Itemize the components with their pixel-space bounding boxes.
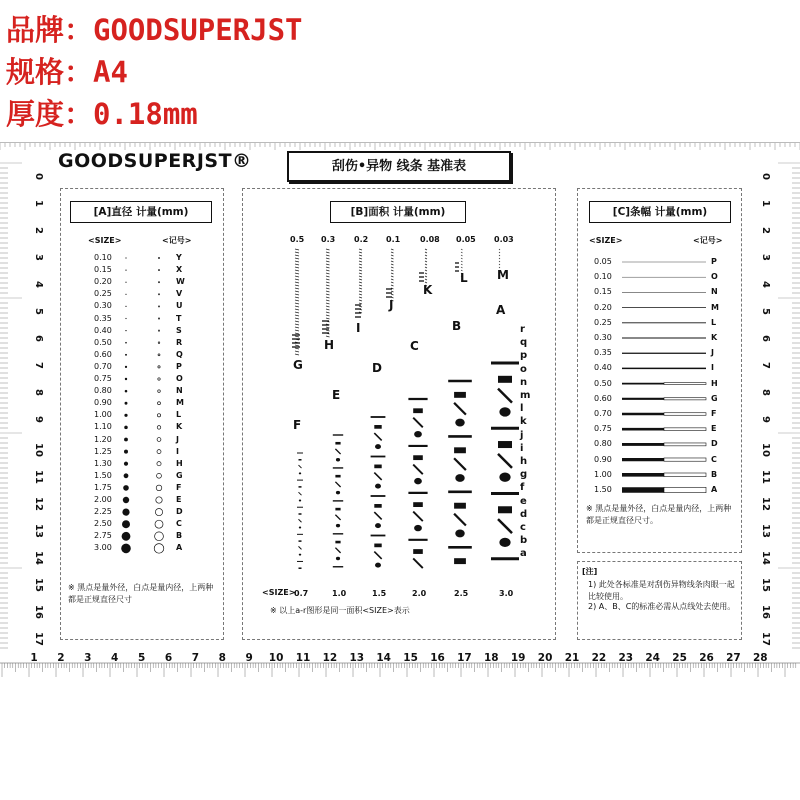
section-c-size: 0.40 bbox=[594, 363, 612, 373]
section-a-size: 0.90 bbox=[94, 398, 112, 408]
right-ruler-number: 7 bbox=[760, 362, 771, 369]
section-b-right-letter: c bbox=[520, 522, 526, 533]
section-a-code: L bbox=[176, 410, 182, 420]
right-ruler-number: 0 bbox=[760, 173, 771, 180]
bottom-ruler-number: 25 bbox=[672, 652, 687, 664]
section-b-group-letter: I bbox=[356, 321, 361, 335]
section-a-size: 1.75 bbox=[94, 482, 112, 492]
section-c-size: 0.90 bbox=[594, 454, 612, 464]
section-a-box bbox=[60, 188, 224, 640]
section-b-group-letter: G bbox=[293, 358, 303, 372]
section-b-top-size: 0.05 bbox=[456, 235, 476, 244]
right-ruler-number: 8 bbox=[760, 389, 771, 396]
section-a-size: 0.25 bbox=[94, 289, 112, 299]
section-a-code: C bbox=[176, 519, 182, 529]
bottom-ruler-number: 26 bbox=[699, 652, 714, 664]
section-b-bottom-size: 1.5 bbox=[372, 589, 387, 598]
section-a-size: 0.10 bbox=[94, 253, 112, 262]
section-c-note: ※ 黑点是量外径，白点是量内径，上两种都是正规直径尺寸。 bbox=[586, 504, 732, 525]
bottom-ruler-number: 18 bbox=[483, 652, 499, 664]
section-a-code: K bbox=[176, 422, 183, 432]
section-a-size: 1.10 bbox=[94, 422, 112, 432]
section-b-right-letter: b bbox=[520, 535, 528, 547]
section-a-size: 1.50 bbox=[94, 470, 112, 480]
section-c-code: M bbox=[711, 302, 719, 312]
size-spec: 规格：A4 bbox=[6, 55, 128, 89]
bottom-ruler-number: 8 bbox=[218, 652, 226, 664]
section-b-bottom-size: 3.0 bbox=[499, 589, 514, 598]
section-b-top-size: 0.5 bbox=[290, 235, 305, 244]
section-b-group-letter: A bbox=[496, 303, 506, 317]
section-a-size: 2.50 bbox=[94, 519, 112, 529]
section-a-size: 0.30 bbox=[94, 301, 112, 311]
section-a-code: T bbox=[176, 313, 182, 323]
section-c-size: 0.15 bbox=[594, 287, 612, 297]
left-ruler-number: 14 bbox=[33, 551, 44, 565]
bottom-ruler-number: 9 bbox=[245, 652, 253, 664]
section-c-size: 0.75 bbox=[594, 424, 612, 434]
brand-spec: 品牌：GOODSUPERJST bbox=[6, 13, 303, 47]
section-c-size: 0.10 bbox=[594, 272, 612, 282]
section-a-code: P bbox=[176, 361, 182, 371]
card-brand: GOODSUPERJST® bbox=[58, 150, 252, 172]
section-a-size: 0.40 bbox=[94, 325, 112, 335]
section-b-group-letter: L bbox=[460, 271, 468, 285]
left-ruler-number: 4 bbox=[33, 281, 44, 288]
section-b-right-letter: l bbox=[520, 403, 524, 415]
section-c-code: H bbox=[711, 378, 718, 388]
section-b-top-size: 0.08 bbox=[420, 235, 440, 244]
right-ruler-number: 12 bbox=[760, 497, 771, 511]
bottom-ruler-number: 22 bbox=[591, 652, 607, 664]
section-b-right-letter: q bbox=[520, 337, 528, 349]
section-b-top-size: 0.3 bbox=[321, 235, 336, 244]
section-a-size: 1.20 bbox=[94, 434, 112, 444]
section-a-code: U bbox=[176, 301, 183, 311]
right-ruler-number: 17 bbox=[760, 632, 771, 646]
section-a-code: W bbox=[176, 277, 185, 287]
section-a-code: M bbox=[176, 398, 184, 408]
section-a-code: J bbox=[176, 434, 179, 444]
section-b-size-label: <SIZE> bbox=[262, 588, 296, 597]
section-c-size: 0.80 bbox=[594, 439, 612, 449]
right-ruler-number: 4 bbox=[760, 281, 771, 288]
section-b-right-letter: a bbox=[520, 548, 527, 560]
section-a-size: 2.00 bbox=[94, 495, 112, 504]
section-b-right-letter: i bbox=[520, 442, 524, 454]
section-c-code: K bbox=[711, 333, 718, 342]
section-c-code-header: <记号> bbox=[693, 236, 723, 245]
section-b-right-letter: o bbox=[520, 363, 527, 375]
left-ruler-number: 6 bbox=[33, 335, 44, 342]
section-b-group-letter: B bbox=[452, 319, 462, 333]
section-a-code: V bbox=[176, 289, 183, 299]
section-c-size: 0.35 bbox=[594, 348, 612, 358]
section-b-note: ※ 以上a-r图形是同一面积<SIZE>表示 bbox=[270, 606, 410, 615]
section-c-code: O bbox=[711, 272, 718, 282]
section-a-code-header: <记号> bbox=[162, 236, 192, 245]
section-b-right-letter: k bbox=[520, 416, 527, 428]
bottom-ruler-number: 21 bbox=[564, 652, 580, 664]
card-title: 刮伤•异物 线条 基准表 bbox=[287, 151, 511, 182]
bottom-ruler-number: 2 bbox=[57, 652, 65, 664]
section-b-right-letter: n bbox=[520, 376, 528, 388]
left-ruler-number: 2 bbox=[33, 227, 44, 234]
section-a-code: F bbox=[176, 482, 182, 492]
right-ruler-number: 5 bbox=[760, 308, 771, 315]
section-a-size: 0.70 bbox=[94, 361, 112, 371]
bottom-ruler-number: 17 bbox=[457, 652, 472, 664]
section-b-right-letter: e bbox=[520, 495, 527, 507]
right-ruler-number: 11 bbox=[760, 470, 771, 484]
section-a-code: H bbox=[176, 458, 183, 468]
section-a-size: 1.30 bbox=[94, 458, 112, 468]
bottom-ruler-number: 24 bbox=[645, 652, 661, 664]
section-a-size: 2.75 bbox=[94, 531, 112, 541]
section-a-size: 2.25 bbox=[94, 507, 112, 517]
section-b-bottom-size: 2.5 bbox=[454, 589, 469, 598]
section-b-group-letter: J bbox=[389, 298, 394, 312]
right-ruler-number: 2 bbox=[760, 227, 771, 234]
section-c-size: 0.70 bbox=[594, 409, 612, 418]
section-c-code: D bbox=[711, 439, 718, 449]
section-c-code: N bbox=[711, 287, 718, 297]
section-c-code: C bbox=[711, 454, 717, 464]
section-a-code: N bbox=[176, 386, 183, 396]
section-b-group-letter: H bbox=[324, 338, 335, 352]
bottom-ruler-number: 14 bbox=[376, 652, 392, 664]
left-ruler-number: 10 bbox=[33, 443, 44, 457]
left-ruler-number: 1 bbox=[33, 200, 44, 207]
section-b-group-letter: M bbox=[497, 268, 509, 282]
section-c-size: 0.25 bbox=[594, 317, 612, 327]
bottom-ruler-number: 16 bbox=[430, 652, 445, 664]
bottom-ruler-number: 20 bbox=[537, 652, 553, 664]
section-c-size: 0.60 bbox=[594, 393, 612, 403]
section-c-code: G bbox=[711, 393, 718, 403]
left-ruler-number: 16 bbox=[33, 605, 44, 619]
remarks-line-2: 2) A、B、C的标准必需从点线处去使用。 bbox=[588, 602, 736, 611]
bottom-ruler-number: 19 bbox=[510, 652, 526, 664]
bottom-ruler-number: 1 bbox=[30, 652, 38, 664]
remarks-line-1: 1) 此处各标准是对刮伤异物线条肉眼一起比较使用。 bbox=[588, 580, 735, 601]
section-a-code: D bbox=[176, 507, 183, 517]
left-ruler-number: 17 bbox=[33, 632, 44, 646]
left-ruler-number: 7 bbox=[33, 362, 44, 369]
section-a-size: 0.75 bbox=[94, 374, 112, 383]
gauge-card bbox=[0, 142, 800, 693]
section-b-right-letter: p bbox=[520, 350, 528, 362]
section-b-bottom-size: 0.7 bbox=[294, 589, 309, 598]
section-c-code: I bbox=[711, 363, 714, 373]
section-b-bottom-size: 2.0 bbox=[412, 589, 427, 598]
section-b-right-letter: g bbox=[520, 469, 528, 481]
section-b-top-size: 0.03 bbox=[494, 235, 514, 244]
section-a-code: E bbox=[176, 495, 182, 504]
section-c-size: 0.30 bbox=[594, 333, 612, 342]
section-b-right-letter: m bbox=[520, 390, 531, 401]
section-c-code: F bbox=[711, 409, 717, 418]
bottom-ruler-number: 12 bbox=[322, 652, 338, 664]
section-b-top-size: 0.2 bbox=[354, 235, 369, 244]
bottom-ruler-number: 7 bbox=[191, 652, 200, 664]
section-a-code: X bbox=[176, 265, 183, 275]
section-a-note: ※ 黑点是量外径，白点是量内径，上两种都是正规直径尺寸 bbox=[68, 583, 214, 604]
right-ruler-number: 15 bbox=[760, 578, 771, 592]
section-b-right-letter: f bbox=[520, 482, 525, 494]
bottom-ruler-number: 5 bbox=[137, 652, 146, 664]
section-a-size: 1.25 bbox=[94, 446, 112, 456]
section-b-group-letter: D bbox=[372, 361, 382, 375]
section-a-size: 0.35 bbox=[94, 313, 112, 323]
section-a-size: 0.15 bbox=[94, 265, 112, 275]
section-c-title: [C]条幅 计量(mm) bbox=[589, 201, 731, 223]
section-b-box bbox=[242, 188, 556, 640]
section-b-right-letter: d bbox=[520, 508, 528, 520]
thickness-spec: 厚度：0.18mm bbox=[6, 97, 198, 131]
section-b-right-letter: r bbox=[520, 324, 525, 335]
section-a-size: 1.00 bbox=[94, 410, 112, 420]
left-ruler-number: 3 bbox=[33, 254, 44, 261]
right-ruler-number: 1 bbox=[760, 200, 771, 207]
bottom-ruler-number: 6 bbox=[164, 652, 173, 664]
section-c-size-header: <SIZE> bbox=[589, 236, 623, 245]
left-ruler-number: 15 bbox=[33, 578, 44, 592]
section-a-code: B bbox=[176, 531, 183, 541]
section-c-size: 0.20 bbox=[594, 302, 612, 312]
right-ruler-number: 9 bbox=[760, 416, 771, 423]
section-b-group-letter: F bbox=[293, 418, 302, 432]
left-ruler-number: 8 bbox=[33, 389, 44, 396]
right-ruler-number: 10 bbox=[760, 443, 771, 457]
right-ruler-number: 16 bbox=[760, 605, 771, 619]
left-ruler-number: 0 bbox=[33, 173, 44, 180]
section-a-code: R bbox=[176, 337, 183, 347]
section-c-code: J bbox=[711, 348, 714, 358]
section-c-code: E bbox=[711, 424, 717, 434]
remarks-title: [注] bbox=[582, 567, 598, 576]
bottom-ruler-number: 3 bbox=[84, 652, 92, 664]
section-c-code: L bbox=[711, 317, 717, 327]
section-a-code: A bbox=[176, 543, 183, 553]
bottom-ruler-number: 28 bbox=[752, 652, 768, 664]
bottom-ruler-number: 4 bbox=[111, 652, 119, 664]
section-c-size: 0.50 bbox=[594, 378, 612, 388]
section-a-code: Q bbox=[176, 349, 183, 359]
section-a-code: G bbox=[176, 470, 183, 480]
section-c-code: B bbox=[711, 469, 718, 479]
section-a-title: [A]直径 计量(mm) bbox=[70, 201, 212, 223]
section-c-size: 0.05 bbox=[594, 257, 612, 266]
section-a-size: 3.00 bbox=[94, 543, 112, 553]
section-a-code: I bbox=[176, 446, 179, 456]
right-ruler-number: 6 bbox=[760, 335, 771, 342]
left-ruler-number: 9 bbox=[33, 416, 44, 423]
section-b-group-letter: C bbox=[410, 339, 419, 353]
right-ruler-number: 13 bbox=[760, 524, 771, 538]
left-ruler-number: 12 bbox=[33, 497, 44, 511]
right-ruler-number: 3 bbox=[760, 254, 771, 261]
left-ruler-number: 13 bbox=[33, 524, 44, 538]
section-b-right-letter: h bbox=[520, 456, 528, 467]
section-c-code: A bbox=[711, 485, 718, 494]
bottom-ruler-number: 11 bbox=[295, 652, 311, 664]
section-a-size-header: <SIZE> bbox=[88, 236, 122, 245]
right-ruler-number: 14 bbox=[760, 551, 771, 565]
section-a-size: 0.50 bbox=[94, 337, 112, 347]
bottom-ruler-number: 10 bbox=[268, 652, 284, 664]
section-c-size: 1.00 bbox=[594, 469, 612, 479]
section-b-group-letter: K bbox=[423, 283, 433, 297]
section-a-code: Y bbox=[176, 253, 182, 262]
section-a-code: O bbox=[176, 374, 183, 383]
section-b-title: [B]面积 计量(mm) bbox=[330, 201, 466, 223]
section-a-size: 0.80 bbox=[94, 386, 112, 396]
bottom-ruler-number: 13 bbox=[349, 652, 365, 664]
section-c-size: 1.50 bbox=[594, 485, 612, 494]
section-a-size: 0.20 bbox=[94, 277, 112, 287]
section-b-right-letter: j bbox=[520, 429, 524, 441]
section-c-code: P bbox=[711, 257, 717, 266]
bottom-ruler-number: 27 bbox=[726, 652, 741, 664]
bottom-ruler-number: 23 bbox=[618, 652, 634, 664]
left-ruler-number: 11 bbox=[33, 470, 44, 484]
section-b-bottom-size: 1.0 bbox=[332, 589, 347, 598]
left-ruler-number: 5 bbox=[33, 308, 44, 315]
section-a-size: 0.60 bbox=[94, 349, 112, 359]
bottom-ruler-number: 15 bbox=[403, 652, 418, 664]
section-b-top-size: 0.1 bbox=[386, 235, 401, 244]
section-b-group-letter: E bbox=[332, 388, 341, 402]
section-a-code: S bbox=[176, 325, 182, 335]
